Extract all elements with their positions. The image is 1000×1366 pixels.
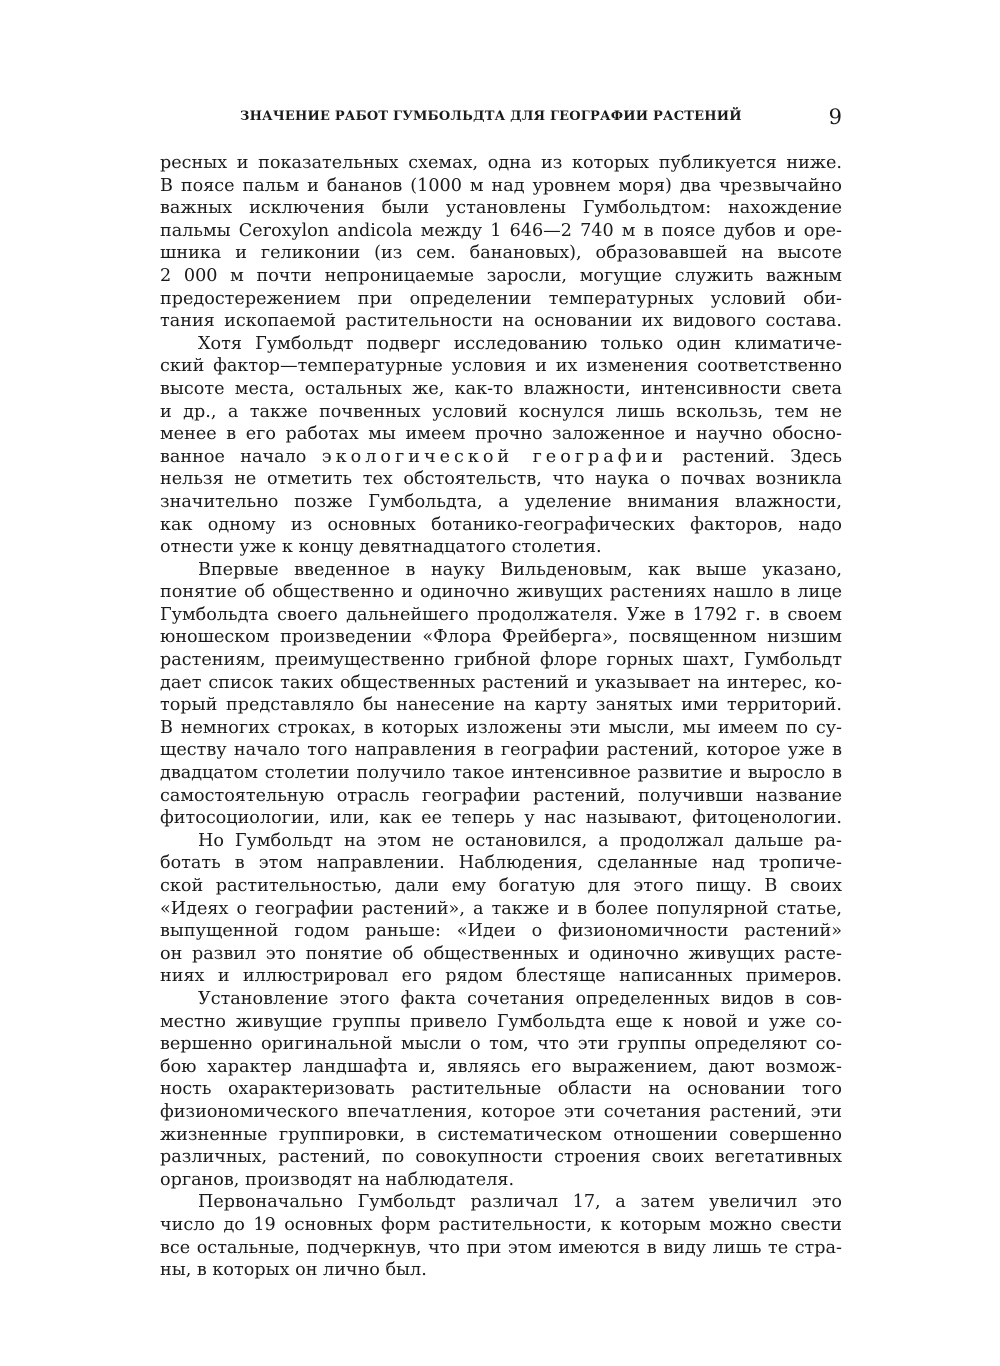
text-line: все остальные, подчеркнув, что при этом имеются в виду лишь те стра- <box>160 1237 842 1258</box>
text-line: он развил это понятие об общественных и одиночно живущих расте- <box>160 943 842 964</box>
text-line: Впервые введенное в науку Вильденовым, как выше указано, <box>198 559 842 580</box>
text-line: тания ископаемой растительности на основании их видового состава. <box>160 311 842 332</box>
text-line: значительно позже Гумбольдта, а уделение внимания влажности, <box>160 491 842 512</box>
text-line: предостережением при определении температурных условий оби- <box>160 288 842 309</box>
text-line: ботать в этом направлении. Наблюдения, сделанные над тропиче- <box>160 853 842 874</box>
text-line: дает список таких общественных растений и указывает на интерес, ко- <box>160 672 842 693</box>
page-number: 9 <box>828 105 842 129</box>
text-line: ской растительностью, дали ему богатую для этого пищу. В своих <box>160 876 842 896</box>
text-line: различных, растений, по совокупности строения своих вегетативных <box>160 1147 842 1168</box>
text-line: ществу начало того направления в географии растений, которое уже в <box>160 740 842 761</box>
text-line: ниях и иллюстрировал его рядом блестяще написанных примеров. <box>160 966 842 987</box>
running-title: ЗНАЧЕНИЕ РАБОТ ГУМБОЛЬДТА ДЛЯ ГЕОГРАФИИ РАСТЕНИЙ <box>240 109 742 124</box>
text-line: как одному из основных ботанико-географических факторов, надо <box>160 514 842 535</box>
text-line: ность охарактеризовать растительные области на основании того <box>160 1079 842 1100</box>
text-line: ресных и показательных схемах, одна из которых публикуется ниже. <box>160 153 842 173</box>
text-line: отнести уже к концу девятнадцатого столетия. <box>160 537 602 558</box>
text-line: торый представляло бы нанесение на карту занятых ими территорий. <box>160 695 842 716</box>
text-line: растениям, преимущественно грибной флоре горных шахт, Гумбольдт <box>160 650 842 671</box>
text-line: менее в его работах мы имеем прочно заложенное и научно обосно- <box>160 424 842 445</box>
text-line: местно живущие группы привело Гумбольдта еще к новой и уже со- <box>160 1011 842 1032</box>
text-line: Хотя Гумбольдт подверг исследованию только один климатиче- <box>198 333 842 354</box>
text-line: Установление этого факта сочетания определенных видов в сов- <box>198 988 842 1009</box>
text-line: нельзя не отметить тех обстоятельств, что наука о почвах возникла <box>160 469 842 490</box>
text-fragment: растений. Здесь <box>667 446 842 467</box>
text-line: вершенно оригинальной мысли о том, что эти группы определяют со- <box>160 1034 842 1055</box>
running-head <box>160 105 842 131</box>
text-line: В немногих строках, в которых изложены эти мысли, мы имеем по су- <box>160 717 842 738</box>
text-line: бою характер ландшафта и, являясь его выражением, дают возмож- <box>160 1056 842 1077</box>
text-line: двадцатом столетии получило такое интенсивное развитие и выросло в <box>160 763 842 784</box>
text-line: В поясе пальм и бананов (1000 м над уровнем моря) два чрезвычайно <box>160 175 842 196</box>
text-line: ны, в которых он лично был. <box>160 1260 427 1281</box>
text-line: ский фактор—температурные условия и их изменения соответственно <box>160 356 842 377</box>
text-line: Первоначально Гумбольдт различал 17, а затем увеличил это <box>198 1192 842 1213</box>
text-line: фитосоциологии, или, как ее теперь у нас называют, фитоценологии. <box>160 808 842 829</box>
text-line: выпущенной годом раньше: «Идеи о физиономичности растений» <box>160 921 842 942</box>
text-line: пальмы Ceroxylon andicola между 1 646—2 740 м в поясе дубов и оре- <box>160 220 842 241</box>
text-line: «Идеях о географии растений», а также и в более популярной статье, <box>160 898 842 919</box>
text-line: понятие об общественно и одиночно живущих растениях нашло в лице <box>160 582 842 603</box>
text-fragment: ванное начало <box>160 446 322 467</box>
text-line-with-spaced-emphasis <box>160 446 842 469</box>
text-line: Гумбольдта своего дальнейшего продолжателя. Уже в 1792 г. в своем <box>160 604 842 625</box>
spaced-emphasis: экологической географии <box>321 446 667 467</box>
text-line: самостоятельную отрасль географии растений, получивши название <box>160 785 842 806</box>
body-text <box>160 152 842 1282</box>
text-line: шника и геликонии (из сем. банановых), образовавшей на высоте <box>160 243 842 264</box>
text-line: число до 19 основных форм растительности, к которым можно свести <box>160 1214 842 1235</box>
text-line: и др., а также почвенных условий коснулся лишь вскользь, тем не <box>160 401 842 422</box>
text-line: органов, производят на наблюдателя. <box>160 1169 515 1190</box>
text-line: физиономического впечатления, которое эти сочетания растений, эти <box>160 1101 842 1122</box>
text-line: 2 000 м почти непроницаемые заросли, могущие служить важным <box>160 265 842 286</box>
text-line: важных исключения были установлены Гумбольдтом: нахождение <box>160 198 842 219</box>
text-line: высоте места, остальных же, как-то влажности, интенсивности света <box>160 378 842 399</box>
text-line: жизненные группировки, в систематическом отношении совершенно <box>160 1124 842 1145</box>
text-line: юношеском произведении «Флора Фрейберга», посвященном низшим <box>160 627 842 648</box>
text-line: Но Гумбольдт на этом не остановился, а продолжал дальше ра- <box>198 830 842 851</box>
